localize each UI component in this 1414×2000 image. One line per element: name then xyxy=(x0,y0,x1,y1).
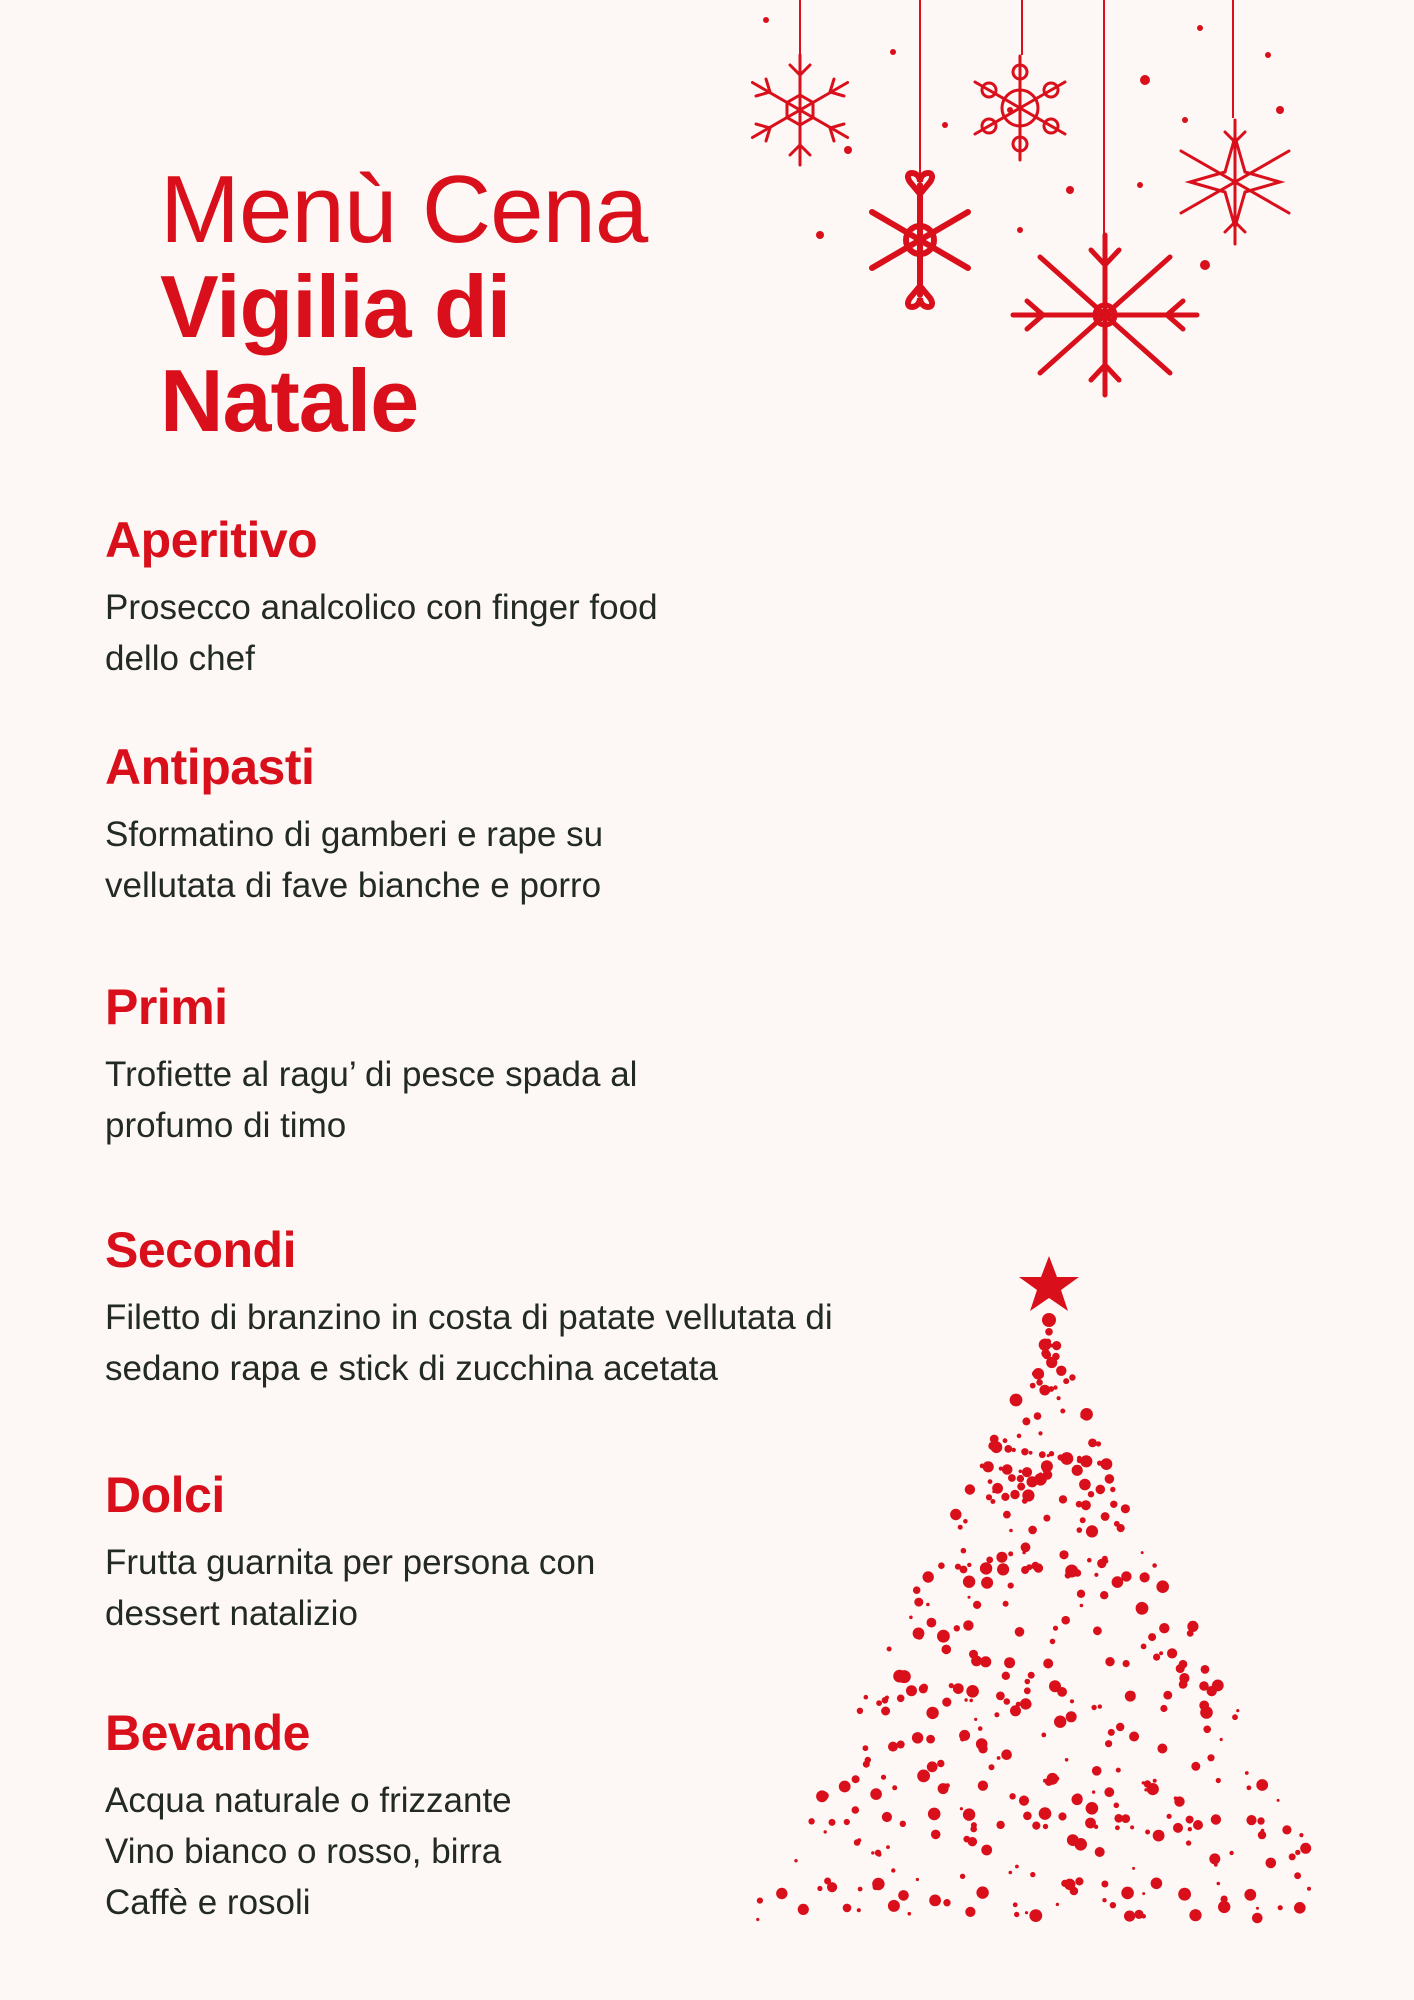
section-heading: Primi xyxy=(105,979,228,1035)
description-line: Prosecco analcolico con finger food xyxy=(105,588,658,627)
description-line: Sformatino di gamberi e rape su xyxy=(105,815,604,854)
description-line: Filetto di branzino in costa di patate vellutata di xyxy=(105,1298,833,1337)
section-heading: Dolci xyxy=(105,1467,225,1523)
snowflake-icon xyxy=(1005,230,1205,400)
section-heading: Antipasti xyxy=(105,739,315,795)
section-heading: Aperitivo xyxy=(105,512,318,568)
description-line: dello chef xyxy=(105,639,255,678)
snowflake-icon xyxy=(855,170,985,310)
description-line: Acqua naturale o frizzante xyxy=(105,1781,512,1820)
description-line: Caffè e rosoli xyxy=(105,1883,311,1922)
description-line: profumo di timo xyxy=(105,1106,347,1145)
description-line: vellutata di fave bianche e porro xyxy=(105,866,602,905)
description-line: dessert natalizio xyxy=(105,1594,358,1633)
page-subtitle-line1: Vigilia di xyxy=(160,257,511,356)
page-subtitle-line2: Natale xyxy=(160,351,419,450)
snowflake-icon xyxy=(740,50,860,170)
section-heading: Secondi xyxy=(105,1222,296,1278)
page-title: Menù Cena xyxy=(160,156,648,263)
section-heading: Bevande xyxy=(105,1705,310,1761)
menu-section-bevande xyxy=(105,1703,512,1928)
snowflake-icon xyxy=(1175,115,1295,250)
snowflake-icon xyxy=(960,48,1080,168)
menu-section-aperitivo xyxy=(105,510,658,684)
description-line: Trofiette al ragu’ di pesce spada al xyxy=(105,1055,638,1094)
title-block xyxy=(160,156,648,450)
dotted-christmas-tree-icon xyxy=(720,1240,1350,1940)
menu-section-antipasti xyxy=(105,737,603,911)
section-description xyxy=(105,1049,637,1151)
description-line: sedano rapa e stick di zucchina acetata xyxy=(105,1349,718,1388)
star-icon xyxy=(1019,1256,1079,1311)
section-description xyxy=(105,809,603,911)
menu-section-primi xyxy=(105,977,637,1151)
description-line: Frutta guarnita per persona con xyxy=(105,1543,596,1582)
menu-section-dolci xyxy=(105,1465,595,1639)
section-description xyxy=(105,582,658,684)
description-line: Vino bianco o rosso, birra xyxy=(105,1832,502,1871)
section-description xyxy=(105,1775,512,1928)
section-description xyxy=(105,1537,595,1639)
